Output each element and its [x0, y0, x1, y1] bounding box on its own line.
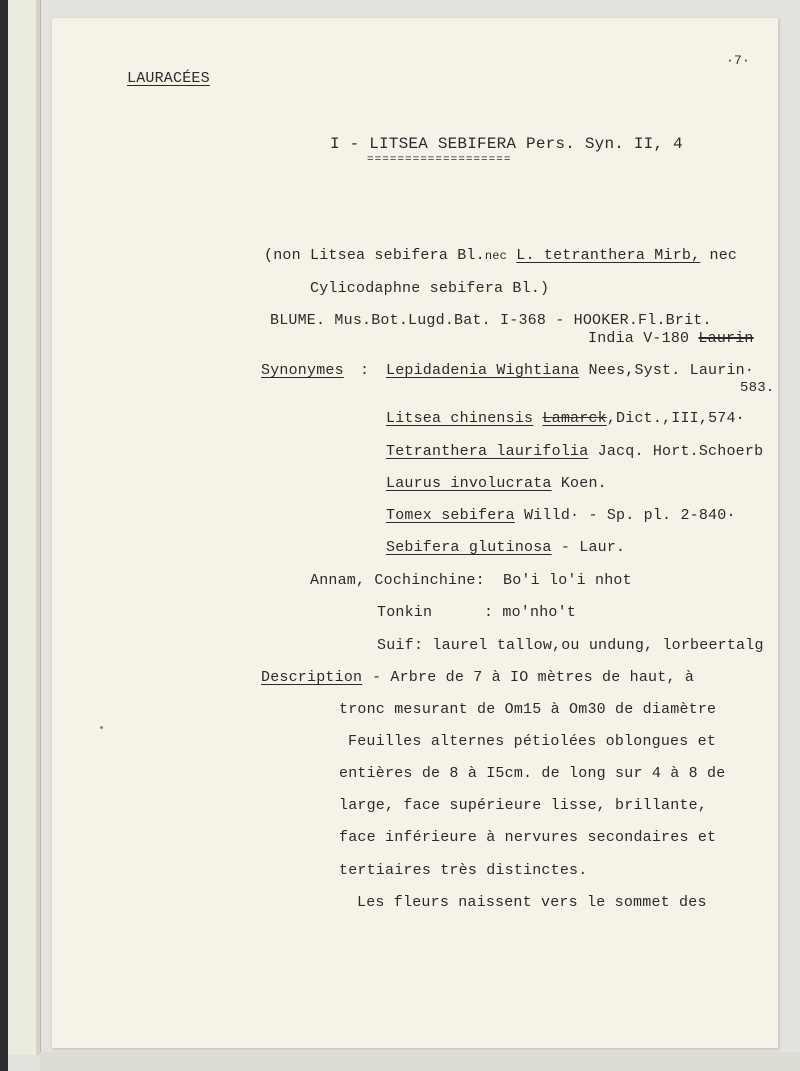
non-line-1 [264, 247, 737, 265]
refs-line-1: BLUME. Mus.Bot.Lugd.Bat. I-368 - HOOKER.Fl.Brit. [270, 312, 712, 329]
family-heading: LAURACÉES [127, 70, 210, 87]
mounting-board-edge [36, 0, 40, 1055]
synonym-reference: ,Dict.,III,574· [606, 410, 745, 427]
description-line: face inférieure à nervures secondaires et [339, 829, 717, 846]
description-line: Feuilles alternes pétiolées oblongues et [348, 733, 717, 750]
typed-page [52, 18, 778, 1048]
refs-line-2 [588, 330, 754, 348]
synonym-name: Tetranthera laurifolia [386, 443, 589, 460]
description-line: large, face supérieure lisse, brillante, [339, 797, 708, 814]
non-line-2: Cylicodaphne sebifera Bl.) [310, 280, 550, 297]
synonymes-label: Synonymes [261, 362, 344, 379]
page-number: ·7· [725, 53, 750, 68]
nec-word-2: nec [709, 247, 738, 264]
synonym-name: Litsea chinensis [386, 410, 534, 427]
non-line-1-text: (non Litsea sebifera Bl. [264, 247, 485, 264]
vernacular-suif-label: Suif [377, 637, 414, 654]
vernacular-tonkin-label: Tonkin [377, 604, 433, 621]
vernacular-annam-label: Annam, Cochinchine: [310, 572, 485, 589]
synonym-name: Tomex sebifera [386, 507, 515, 524]
vernacular-annam-value: Bo'i lo'i nhot [503, 572, 632, 589]
synonym-name: Lepidadenia Wightiana [386, 362, 580, 379]
synonym-reference: Willd· - Sp. pl. 2-840· [524, 507, 736, 524]
synonym-reference: Jacq. Hort.Schoerb [597, 443, 764, 460]
synonym-3 [386, 443, 763, 461]
struck-word-laurin: Laurin [698, 330, 754, 347]
vernacular-tonkin-value: : mo'nho't [484, 604, 577, 621]
synonym-reference: Nees,Syst. Laurin· [588, 362, 755, 379]
synonym-4 [386, 475, 607, 493]
synonym-reference: - Laur. [560, 539, 626, 556]
description-line: - Arbre de 7 à IO mètres de haut, à [372, 669, 695, 686]
synonym-2 [386, 410, 745, 428]
description-line: tertiaires très distinctes. [339, 862, 588, 879]
page-title: I - LITSEA SEBIFERA Pers. Syn. II, 4 [330, 135, 683, 153]
synonym-reference: Koen. [560, 475, 607, 492]
synonym-name: Sebifera glutinosa [386, 539, 552, 556]
paper-speck [100, 726, 103, 729]
synonym-1 [386, 362, 754, 380]
description-line: tronc mesurant de Om15 à Om30 de diamètre [339, 701, 717, 718]
struck-word-lamarck: Lamarck [542, 410, 607, 427]
nec-word-1: nec [484, 249, 508, 263]
synonym-1-page: 583. [740, 380, 775, 396]
synonym-5 [386, 507, 736, 525]
description-label: Description [261, 669, 363, 686]
binding-edge [0, 0, 8, 1071]
title-underline-rule: =================== [367, 154, 512, 166]
synonym-6 [386, 539, 625, 557]
synonymes-colon: : [360, 362, 370, 379]
tetranthera-name: L. tetranthera Mirb, [516, 247, 701, 264]
description-line: entières de 8 à I5cm. de long sur 4 à 8 de [339, 765, 726, 782]
description-line: Les fleurs naissent vers le sommet des [357, 894, 707, 911]
synonym-name: Laurus involucrata [386, 475, 552, 492]
refs-line-2-text: India V-180 [588, 330, 690, 347]
vernacular-suif-value: : laurel tallow,ou undung, lorbeertalg [414, 637, 764, 654]
scan-background [40, 1052, 800, 1071]
